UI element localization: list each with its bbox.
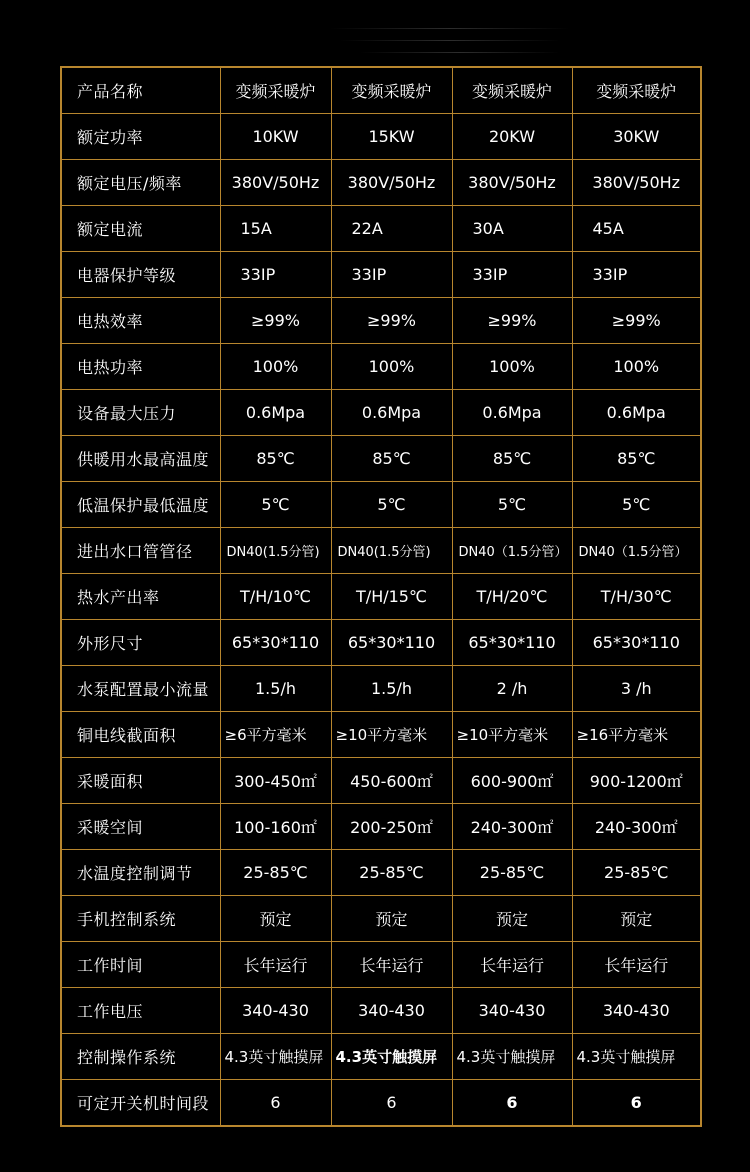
table-row	[61, 206, 701, 252]
table-row	[61, 988, 701, 1034]
table-cell: 长年运行	[220, 942, 331, 988]
table-row	[61, 344, 701, 390]
table-cell: 25-85℃	[220, 850, 331, 896]
table-cell: 100%	[220, 344, 331, 390]
table-row	[61, 436, 701, 482]
table-cell: 25-85℃	[452, 850, 572, 896]
table-cell: 30KW	[572, 114, 701, 160]
table-cell: 5℃	[572, 482, 701, 528]
table-cell: 变频采暖炉	[220, 67, 331, 114]
table-cell: 预定	[220, 896, 331, 942]
table-cell: 5℃	[331, 482, 452, 528]
table-cell: 10KW	[220, 114, 331, 160]
table-cell: 0.6Mpa	[331, 390, 452, 436]
table-cell: 20KW	[452, 114, 572, 160]
decorative-line	[340, 40, 560, 41]
table-cell: 340-430	[331, 988, 452, 1034]
table-cell: 65*30*110	[220, 620, 331, 666]
table-row	[61, 390, 701, 436]
row-label: 低温保护最低温度	[61, 482, 220, 528]
table-cell: 变频采暖炉	[331, 67, 452, 114]
table-row	[61, 574, 701, 620]
table-cell: 0.6Mpa	[572, 390, 701, 436]
table-row	[61, 482, 701, 528]
table-row	[61, 160, 701, 206]
table-cell: 4.3英寸触摸屏	[220, 1034, 331, 1080]
table-cell: 85℃	[572, 436, 701, 482]
table-cell: 380V/50Hz	[452, 160, 572, 206]
table-cell: 85℃	[220, 436, 331, 482]
table-row	[61, 896, 701, 942]
table-row	[61, 67, 701, 114]
table-cell: 变频采暖炉	[452, 67, 572, 114]
table-row	[61, 1080, 701, 1127]
table-cell: 65*30*110	[331, 620, 452, 666]
table-cell: 0.6Mpa	[452, 390, 572, 436]
table-cell: 85℃	[331, 436, 452, 482]
row-label: 供暖用水最高温度	[61, 436, 220, 482]
table-cell: 25-85℃	[572, 850, 701, 896]
table-cell: 100%	[572, 344, 701, 390]
table-cell: 380V/50Hz	[220, 160, 331, 206]
row-label: 可定开关机时间段	[61, 1080, 220, 1127]
row-label: 铜电线截面积	[61, 712, 220, 758]
spec-table-body	[61, 67, 701, 1126]
table-cell: ≥10平方毫米	[452, 712, 572, 758]
table-cell: 900-1200㎡	[572, 758, 701, 804]
table-cell: 380V/50Hz	[572, 160, 701, 206]
table-cell: 15KW	[331, 114, 452, 160]
table-cell: 长年运行	[572, 942, 701, 988]
table-cell: 变频采暖炉	[572, 67, 701, 114]
row-label: 设备最大压力	[61, 390, 220, 436]
table-row	[61, 252, 701, 298]
table-cell: 85℃	[452, 436, 572, 482]
row-label: 采暖面积	[61, 758, 220, 804]
row-label: 额定功率	[61, 114, 220, 160]
spec-table	[60, 66, 702, 1127]
table-cell: 200-250㎡	[331, 804, 452, 850]
row-label: 手机控制系统	[61, 896, 220, 942]
table-cell: DN40（1.5分管）	[452, 528, 572, 574]
row-label: 水温度控制调节	[61, 850, 220, 896]
table-cell: 30A	[452, 206, 572, 252]
table-cell: 3 /h	[572, 666, 701, 712]
table-cell: 长年运行	[331, 942, 452, 988]
table-row	[61, 850, 701, 896]
table-cell: DN40（1.5分管）	[572, 528, 701, 574]
row-label: 电器保护等级	[61, 252, 220, 298]
decorative-line	[360, 52, 560, 53]
table-cell: 65*30*110	[452, 620, 572, 666]
table-cell: 预定	[331, 896, 452, 942]
row-label: 电热功率	[61, 344, 220, 390]
table-cell: T/H/30℃	[572, 574, 701, 620]
table-cell: 22A	[331, 206, 452, 252]
table-cell: 1.5/h	[220, 666, 331, 712]
table-cell: 15A	[220, 206, 331, 252]
table-row	[61, 298, 701, 344]
table-cell: 0.6Mpa	[220, 390, 331, 436]
row-label: 电热效率	[61, 298, 220, 344]
table-cell: 长年运行	[452, 942, 572, 988]
table-cell: 33IP	[220, 252, 331, 298]
row-label: 进出水口管管径	[61, 528, 220, 574]
table-cell: T/H/15℃	[331, 574, 452, 620]
row-label: 产品名称	[61, 67, 220, 114]
table-cell: 5℃	[220, 482, 331, 528]
row-label: 额定电压/频率	[61, 160, 220, 206]
table-cell: 240-300㎡	[572, 804, 701, 850]
row-label: 采暖空间	[61, 804, 220, 850]
table-cell: DN40(1.5分管)	[331, 528, 452, 574]
table-row	[61, 528, 701, 574]
table-cell: 5℃	[452, 482, 572, 528]
table-row	[61, 712, 701, 758]
table-cell: ≥99%	[331, 298, 452, 344]
table-cell: 33IP	[572, 252, 701, 298]
table-cell: T/H/10℃	[220, 574, 331, 620]
table-cell: 340-430	[452, 988, 572, 1034]
table-row	[61, 666, 701, 712]
table-cell: ≥10平方毫米	[331, 712, 452, 758]
table-cell: 2 /h	[452, 666, 572, 712]
row-label: 热水产出率	[61, 574, 220, 620]
table-cell: 100-160㎡	[220, 804, 331, 850]
table-cell: 33IP	[452, 252, 572, 298]
table-cell: 预定	[572, 896, 701, 942]
table-cell: 380V/50Hz	[331, 160, 452, 206]
table-cell: 4.3英寸触摸屏	[452, 1034, 572, 1080]
table-cell: 预定	[452, 896, 572, 942]
table-cell: 300-450㎡	[220, 758, 331, 804]
table-row	[61, 1034, 701, 1080]
table-cell: 6	[572, 1080, 701, 1127]
table-cell: ≥6平方毫米	[220, 712, 331, 758]
table-cell: 45A	[572, 206, 701, 252]
table-cell: T/H/20℃	[452, 574, 572, 620]
table-cell: ≥16平方毫米	[572, 712, 701, 758]
table-row	[61, 758, 701, 804]
table-cell: 340-430	[220, 988, 331, 1034]
table-cell: 4.3英寸触摸屏	[331, 1034, 452, 1080]
table-cell: 25-85℃	[331, 850, 452, 896]
table-row	[61, 804, 701, 850]
table-cell: DN40(1.5分管)	[220, 528, 331, 574]
table-cell: 240-300㎡	[452, 804, 572, 850]
row-label: 工作电压	[61, 988, 220, 1034]
table-cell: 100%	[331, 344, 452, 390]
table-row	[61, 620, 701, 666]
table-cell: 6	[452, 1080, 572, 1127]
table-cell: ≥99%	[572, 298, 701, 344]
row-label: 控制操作系统	[61, 1034, 220, 1080]
table-cell: 6	[331, 1080, 452, 1127]
table-row	[61, 942, 701, 988]
table-cell: ≥99%	[220, 298, 331, 344]
table-cell: 4.3英寸触摸屏	[572, 1034, 701, 1080]
table-cell: ≥99%	[452, 298, 572, 344]
table-cell: 600-900㎡	[452, 758, 572, 804]
table-cell: 100%	[452, 344, 572, 390]
table-row	[61, 114, 701, 160]
table-cell: 65*30*110	[572, 620, 701, 666]
row-label: 水泵配置最小流量	[61, 666, 220, 712]
row-label: 额定电流	[61, 206, 220, 252]
table-cell: 450-600㎡	[331, 758, 452, 804]
decorative-line	[330, 28, 570, 29]
table-cell: 6	[220, 1080, 331, 1127]
row-label: 工作时间	[61, 942, 220, 988]
table-cell: 33IP	[331, 252, 452, 298]
table-cell: 340-430	[572, 988, 701, 1034]
row-label: 外形尺寸	[61, 620, 220, 666]
table-cell: 1.5/h	[331, 666, 452, 712]
